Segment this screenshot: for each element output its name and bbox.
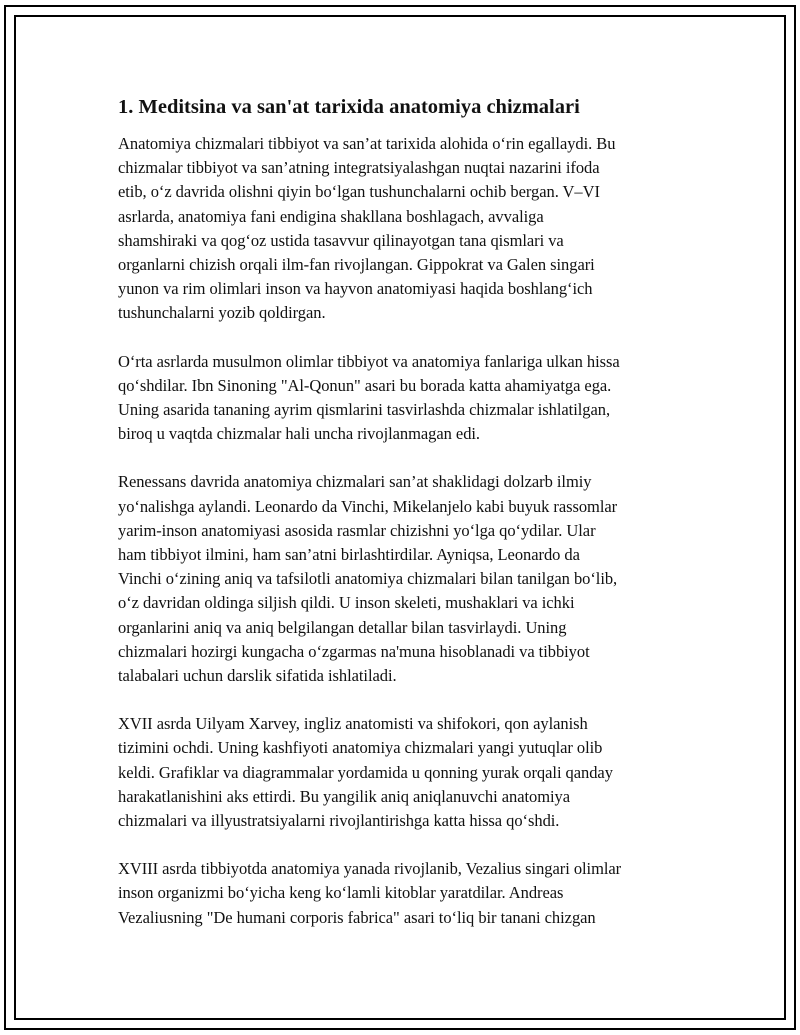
paragraph-middle-ages — [118, 350, 698, 447]
text-line: tizimini ochdi. Uning kashfiyoti anatomiya chizmalari yangi yutuqlar olib — [118, 738, 603, 758]
text-line: chizmalari va illyustratsiyalarni rivojlantirishga katta hissa qo‘shdi. — [118, 811, 560, 831]
text-line: organlarini aniq va aniq belgilangan detallar bilan tasvirlaydi. Uning — [118, 617, 567, 637]
text-line: Vezaliusning "De humani corporis fabrica" asari to‘liq bir tanani chizgan — [118, 907, 596, 927]
text-line: organlarni chizish orqali ilm-fan rivojlangan. Gippokrat va Galen singari — [118, 255, 595, 275]
text-line: O‘rta asrlarda musulmon olimlar tibbiyot va anatomiya fanlariga ulkan hissa — [118, 351, 620, 371]
text-line: XVIII asrda tibbiyotda anatomiya yanada rivojlanib, Vezalius singari olimlar — [118, 859, 622, 879]
text-line: inson organizmi bo‘yicha keng ko‘lamli kitoblar yaratdilar. Andreas — [118, 883, 564, 903]
text-line: ham tibbiyot ilmini, ham san’atni birlashtirdilar. Ayniqsa, Leonardo da — [118, 545, 580, 565]
text-line: yunon va rim olimlari inson va hayvon anatomiyasi haqida boshlang‘ich — [118, 279, 593, 299]
text-line: chizmalari hozirgi kungacha o‘zgarmas na'muna hisoblanadi va tibbiyot — [118, 641, 590, 661]
text-line: shamshiraki va qog‘oz ustida tasavvur qilinayotgan tana qismlari va — [118, 230, 564, 250]
paragraph-18th-century — [118, 857, 698, 930]
text-line: tushunchalarni yozib qoldirgan. — [118, 303, 326, 323]
paragraph-renaissance — [118, 470, 698, 688]
paragraph-17th-century — [118, 712, 698, 833]
text-line: etib, o‘z davrida olishni qiyin bo‘lgan tushunchalarni ochib bergan. V–VI — [118, 182, 600, 202]
text-line: XVII asrda Uilyam Xarvey, ingliz anatomisti va shifokori, qon aylanish — [118, 714, 588, 734]
text-line: Uning asarida tananing ayrim qismlarini tasvirlashda chizmalar ishlatilgan, — [118, 400, 611, 420]
text-line: Renessans davrida anatomiya chizmalari san’at shaklidagi dolzarb ilmiy — [118, 472, 592, 492]
section-heading: 1. Meditsina va san'at tarixida anatomiya chizmalari — [118, 96, 580, 118]
text-line: yarim-inson anatomiyasi asosida rasmlar chizishni yo‘lga qo‘ydilar. Ular — [118, 520, 596, 540]
paragraph-intro — [118, 132, 698, 326]
text-line: yo‘nalishga aylandi. Leonardo da Vinchi, Mikelanjelo kabi buyuk rassomlar — [118, 496, 618, 516]
text-line: Anatomiya chizmalari tibbiyot va san’at tarixida alohida o‘rin egallaydi. Bu — [118, 134, 616, 153]
text-line: chizmalar tibbiyot va san’atning integratsiyalashgan nuqtai nazarini ifoda — [118, 158, 600, 178]
text-line: harakatlanishini aks ettirdi. Bu yangilik aniq aniqlanuvchi anatomiya — [118, 786, 571, 806]
document-body — [118, 94, 698, 954]
text-line: qo‘shdilar. Ibn Sinoning "Al-Qonun" asari bu borada katta ahamiyatga ega. — [118, 375, 612, 395]
text-line: asrlarda, anatomiya fani endigina shakllana boshlagach, avvaliga — [118, 206, 544, 226]
text-line: o‘z davridan oldinga siljish qildi. U inson skeleti, mushaklari va ichki — [118, 593, 575, 613]
text-line: talabalari uchun darslik sifatida ishlatiladi. — [118, 666, 397, 686]
text-line: Vinchi o‘zining aniq va tafsilotli anatomiya chizmalari bilan tanilgan bo‘lib, — [118, 569, 618, 589]
text-line: keldi. Grafiklar va diagrammalar yordamida u qonning yurak orqali qanday — [118, 762, 613, 782]
text-line: biroq u vaqtda chizmalar hali uncha rivojlanmagan edi. — [118, 424, 481, 444]
